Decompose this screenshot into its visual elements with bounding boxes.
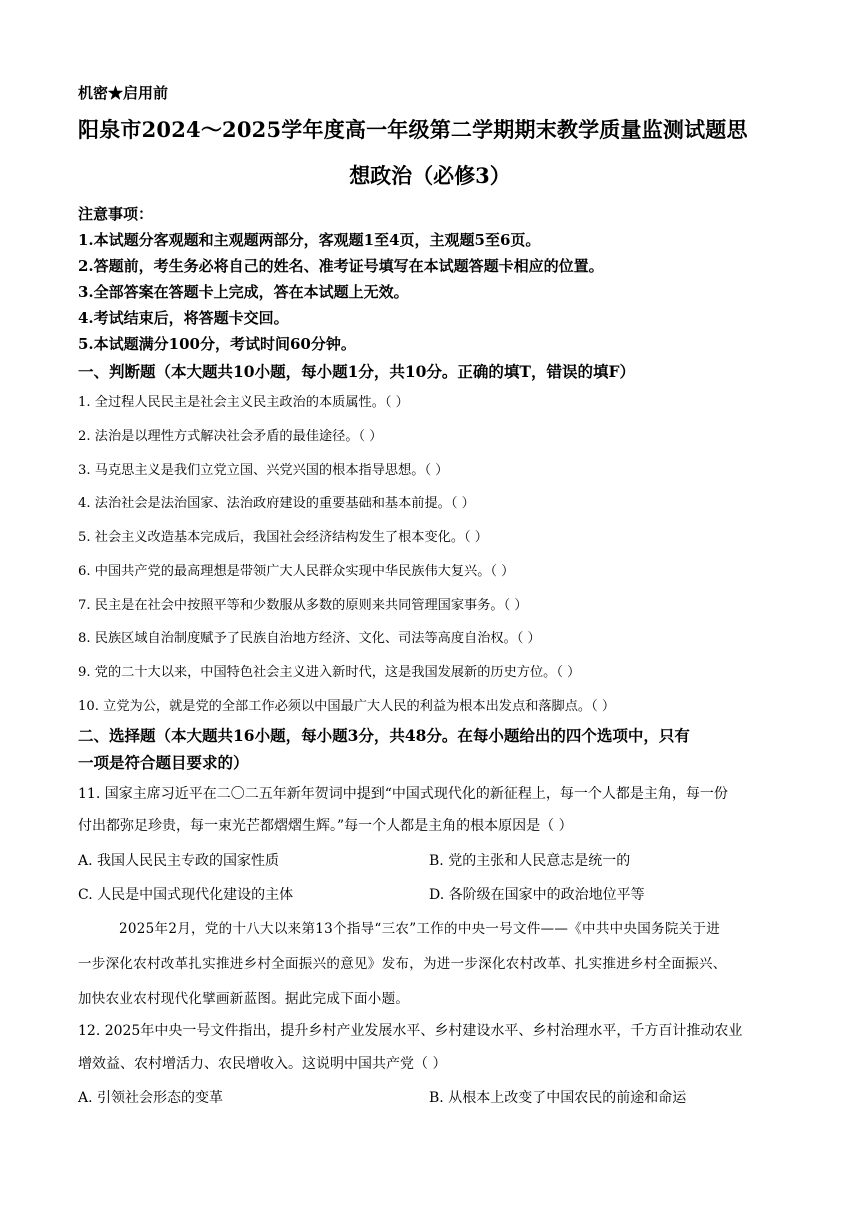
exam-title-line1: 阳泉市2024～2025学年度高一年级第二学期期末教学质量监测试题思 [78, 117, 748, 142]
judgement-item: 5. 社会主义改造基本完成后，我国社会经济结构发生了根本变化。（ ） [78, 530, 488, 545]
confidential-label: 机密★启用前 [78, 84, 169, 102]
question-12-stem: 12. 2025年中央一号文件指出，提升乡村产业发展水平、乡村建设水平、乡村治理水平，千方百计推动农业 [78, 1023, 743, 1039]
judgement-item: 8. 民族区域自治制度赋予了民族自治地方经济、文化、司法等高度自治权。（ ） [78, 631, 541, 646]
judgement-item: 4. 法治社会是法治国家、法治政府建设的重要基础和基本前提。（ ） [78, 496, 475, 511]
q11-option-b: B. 党的主张和人民意志是统一的 [429, 853, 631, 869]
question-11-stem: 付出都弥足珍贵，每一束光芒都熠熠生辉。”每一个人都是主角的根本原因是（ ） [78, 818, 573, 834]
notice-item: 3.全部答案在答题卡上完成，答在本试题上无效。 [78, 283, 409, 301]
question-12-stem: 增效益、农村增活力、农民增收入。这说明中国共产党（ ） [78, 1056, 447, 1072]
q12-option-b: B. 从根本上改变了中国农民的前途和命运 [429, 1090, 687, 1106]
judgement-item: 10. 立党为公，就是党的全部工作必须以中国最广大人民的利益为根本出发点和落脚点。（ ） [78, 699, 616, 714]
material-paragraph: 2025年2月，党的十八大以来第13个指导“三农”工作的中央一号文件——《中共中央国务院关于进 [119, 921, 721, 937]
judgement-item: 3. 马克思主义是我们立党立国、兴党兴国的根本指导思想。（ ） [78, 463, 449, 478]
judgement-item: 9. 党的二十大以来，中国特色社会主义进入新时代，这是我国发展新的历史方位。（ ） [78, 665, 581, 680]
notice-item: 1.本试题分客观题和主观题两部分，客观题1至4页，主观题5至6页。 [78, 231, 541, 249]
section2-heading-line1: 二、选择题（本大题共16小题，每小题3分，共48分。在每小题给出的四个选项中，只有 [78, 726, 690, 745]
judgement-item: 2. 法治是以理性方式解决社会矛盾的最佳途径。（ ） [78, 429, 383, 444]
material-paragraph: 加快农业农村现代化擘画新蓝图。据此完成下面小题。 [78, 991, 410, 1007]
notice-item: 4.考试结束后，将答题卡交回。 [78, 309, 289, 327]
q11-option-d: D. 各阶级在国家中的政治地位平等 [429, 887, 645, 903]
judgement-item: 1. 全过程人民民主是社会主义民主政治的本质属性。（ ） [78, 395, 409, 410]
notice-heading: 注意事项： [78, 205, 154, 223]
material-paragraph: 一步深化农村改革扎实推进乡村全面振兴的意见》发布，为进一步深化农村改革、扎实推进乡村全面振兴、 [78, 956, 727, 972]
judgement-item: 7. 民主是在社会中按照平等和少数服从多数的原则来共同管理国家事务。（ ） [78, 598, 528, 613]
q11-option-c: C. 人民是中国式现代化建设的主体 [78, 887, 294, 903]
section2-heading-line2: 一项是符合题目要求的） [78, 753, 249, 772]
judgement-item: 6. 中国共产党的最高理想是带领广大人民群众实现中华民族伟大复兴。（ ） [78, 564, 515, 579]
exam-title-line2: 想政治（必修3） [349, 163, 511, 188]
notice-item: 2.答题前，考生务必将自己的姓名、准考证号填写在本试题答题卡相应的位置。 [78, 257, 604, 275]
q12-option-a: A. 引领社会形态的变革 [78, 1090, 224, 1106]
question-11-stem: 11. 国家主席习近平在二〇二五年新年贺词中提到“中国式现代化的新征程上，每一个人都是主角，每一份 [78, 786, 728, 802]
section1-heading: 一、判断题（本大题共10小题，每小题1分，共10分。正确的填T，错误的填F） [78, 362, 635, 381]
q11-option-a: A. 我国人民民主专政的国家性质 [78, 853, 280, 869]
notice-item: 5.本试题满分100分，考试时间60分钟。 [78, 335, 356, 353]
